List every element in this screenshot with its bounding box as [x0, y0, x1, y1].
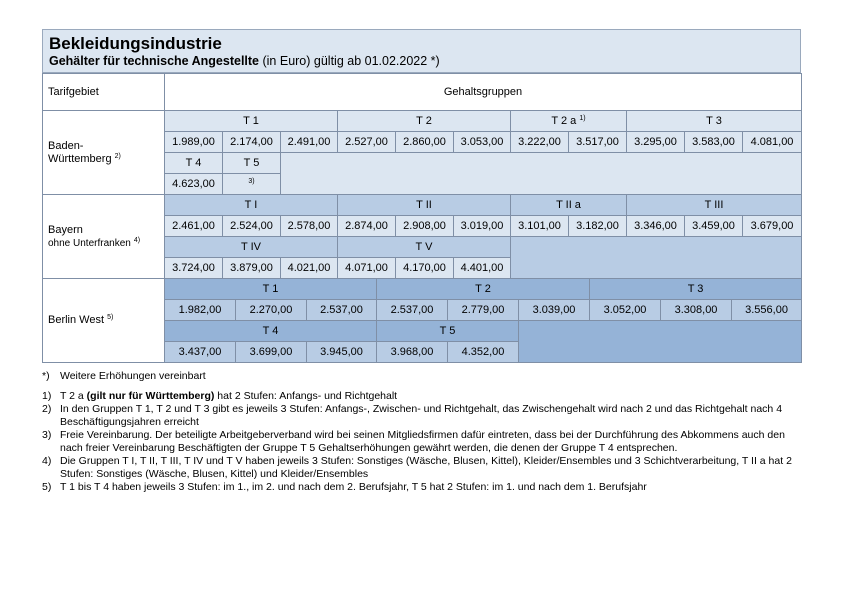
salary-cell: 3.724,00 — [165, 258, 223, 279]
salary-cell: 2.874,00 — [338, 216, 396, 237]
salary-cell: 3.583,00 — [685, 132, 743, 153]
group-header: T 4 — [165, 321, 377, 342]
region-column-header: Tarifgebiet — [43, 74, 165, 111]
table-row — [43, 111, 802, 132]
groups-column-header: Gehaltsgruppen — [165, 74, 802, 111]
footnote-ref: 2) — [114, 152, 121, 160]
table-row — [43, 279, 802, 300]
salary-cell: 3.101,00 — [511, 216, 569, 237]
footnote-marker: *) — [42, 370, 50, 382]
group-header: T I — [165, 195, 338, 216]
region-name-line1: Bayern — [48, 223, 83, 236]
footnote-text: T 1 bis T 4 haben jeweils 3 Stufen: im 1., im 2. und nach dem 2. Berufsjahr, T 5 hat 2 Stufen: im 1. und nach dem 1. Berufsjahr — [60, 481, 647, 493]
salary-cell: 4.170,00 — [396, 258, 454, 279]
salary-cell: 2.537,00 — [307, 300, 377, 321]
group-header: T 5 — [377, 321, 519, 342]
salary-cell: 3.308,00 — [661, 300, 732, 321]
salary-cell: 2.578,00 — [281, 216, 338, 237]
table-header-row — [43, 74, 802, 111]
group-header: T 2 a $^{1)}$ — [511, 111, 627, 132]
group-header: T 2 — [338, 111, 511, 132]
salary-cell: 3.222,00 — [511, 132, 569, 153]
footnote-1 — [42, 390, 801, 403]
region-bayern — [43, 195, 165, 279]
salary-cell: 3.437,00 — [165, 342, 236, 363]
footnote-text: Weitere Erhöhungen vereinbart — [60, 370, 206, 382]
salary-cell: 3.968,00 — [377, 342, 448, 363]
salary-cell: 2.491,00 — [281, 132, 338, 153]
salary-cell: 2.779,00 — [448, 300, 519, 321]
footnote-marker: 1) — [42, 390, 52, 402]
salary-cell: 4.071,00 — [338, 258, 396, 279]
salary-cell: 3.182,00 — [569, 216, 627, 237]
footnote-text: Die Gruppen T I, T II, T III, T IV und T V haben jeweils 3 Stufen: Sonstiges (Wäsche, Blusen, Kittel), Kleider/Ensembles und 3 Schichtverarbeitung, T II a hat 2 Stufen: Sonstiges (Wäsche, Blusen, Kittel) und Kleider/Ensembles — [60, 455, 792, 480]
group-header: T II a — [511, 195, 627, 216]
group-header: T III — [627, 195, 802, 216]
salary-cell: 2.908,00 — [396, 216, 454, 237]
group-header: T V — [338, 237, 511, 258]
group-header: T 2 — [377, 279, 590, 300]
group-header: T 4 — [165, 153, 223, 174]
footnote-text: T 2 a (gilt nur für Württemberg) hat 2 Stufen: Anfangs- und Richtgehalt — [60, 390, 398, 402]
footnote-ref: 3) — [248, 177, 255, 185]
region-name: Berlin West — [48, 314, 105, 326]
empty-cell — [519, 321, 802, 363]
salary-cell: 3.699,00 — [236, 342, 307, 363]
salary-cell: 4.401,00 — [454, 258, 511, 279]
title-box — [42, 29, 801, 73]
salary-cell: 3.556,00 — [732, 300, 802, 321]
salary-cell: 1.982,00 — [165, 300, 236, 321]
salary-cell: 3.053,00 — [454, 132, 511, 153]
salary-table — [42, 73, 802, 279]
salary-cell: 4.021,00 — [281, 258, 338, 279]
footnote-text: In den Gruppen T 1, T 2 und T 3 gibt es jeweils 3 Stufen: Anfangs-, Zwischen- und Richtgehalt, das Zwischengehalt wird nach 2 und das Richtgehalt nach 4 Beschäftigungsjahren erreicht — [60, 403, 783, 428]
salary-cell: 2.537,00 — [377, 300, 448, 321]
footnote-ref: 4) — [133, 236, 141, 244]
salary-cell: 2.174,00 — [223, 132, 281, 153]
region-name-line2: ohne Unterfranken — [48, 237, 131, 249]
region-name-line2: Württemberg — [48, 152, 112, 165]
salary-cell: 2.860,00 — [396, 132, 454, 153]
footnote-marker: 3) — [42, 429, 52, 441]
group-header: T 1 — [165, 279, 377, 300]
salary-cell: 3.945,00 — [307, 342, 377, 363]
footnote-ref: 5) — [107, 314, 114, 321]
footnote-5 — [42, 481, 801, 494]
footnote-marker: 5) — [42, 481, 52, 493]
footnote-text: Freie Vereinbarung. Der beteiligte Arbeitgeberverband wird bei seinen Mitgliedsfirmen dafür eintreten, dass bei der Durchführung des Abkommens auch den nach freier Vereinbarung Beschäftigten der Gruppe T 5 Gehaltserhöhungen gewährt werden, die denen der Gruppe T 4 entsprechen. — [60, 429, 785, 454]
table-row — [43, 195, 802, 216]
subtitle-rest: (in Euro) gültig ab 01.02.2022 *) — [259, 54, 440, 68]
group-header: T 1 — [165, 111, 338, 132]
salary-cell: 3.517,00 — [569, 132, 627, 153]
region-berlin-west — [43, 279, 165, 363]
salary-cell: 3.346,00 — [627, 216, 685, 237]
footnote-marker: 4) — [42, 455, 52, 467]
footnote-marker: 2) — [42, 403, 52, 415]
salary-cell: 3.459,00 — [685, 216, 743, 237]
group-header: T IV — [165, 237, 338, 258]
salary-cell: 3.679,00 — [743, 216, 802, 237]
salary-cell: 2.524,00 — [223, 216, 281, 237]
salary-cell — [223, 174, 281, 195]
region-name-line1: Baden- — [48, 139, 84, 152]
salary-cell: 2.527,00 — [338, 132, 396, 153]
page-subtitle — [49, 53, 794, 69]
salary-cell: 2.461,00 — [165, 216, 223, 237]
salary-cell: 3.879,00 — [223, 258, 281, 279]
group-header: T II — [338, 195, 511, 216]
salary-cell: 3.039,00 — [519, 300, 590, 321]
empty-cell — [511, 237, 802, 279]
footnote-ref: 1) — [579, 114, 586, 122]
footnote-bold: (gilt nur für Württemberg) — [86, 390, 215, 402]
empty-cell — [281, 153, 802, 195]
salary-cell: 3.052,00 — [590, 300, 661, 321]
group-header: T 3 — [590, 279, 802, 300]
document — [42, 29, 801, 494]
salary-cell: 4.623,00 — [165, 174, 223, 195]
footnote-2 — [42, 403, 801, 429]
subtitle-bold: Gehälter für technische Angestellte — [49, 54, 260, 68]
group-header: T 5 — [223, 153, 281, 174]
footnotes — [42, 370, 801, 494]
salary-cell: 3.019,00 — [454, 216, 511, 237]
region-baden-wuerttemberg — [43, 111, 165, 195]
salary-cell: 2.270,00 — [236, 300, 307, 321]
group-header: T 3 — [627, 111, 802, 132]
salary-cell: 3.295,00 — [627, 132, 685, 153]
salary-cell: 4.352,00 — [448, 342, 519, 363]
salary-cell: 1.989,00 — [165, 132, 223, 153]
salary-table-berlin — [42, 278, 802, 363]
footnote-3 — [42, 429, 801, 455]
page-title: Bekleidungsindustrie — [49, 34, 222, 53]
footnote-star — [42, 370, 801, 383]
footnote-4 — [42, 455, 801, 481]
salary-cell: 4.081,00 — [743, 132, 802, 153]
